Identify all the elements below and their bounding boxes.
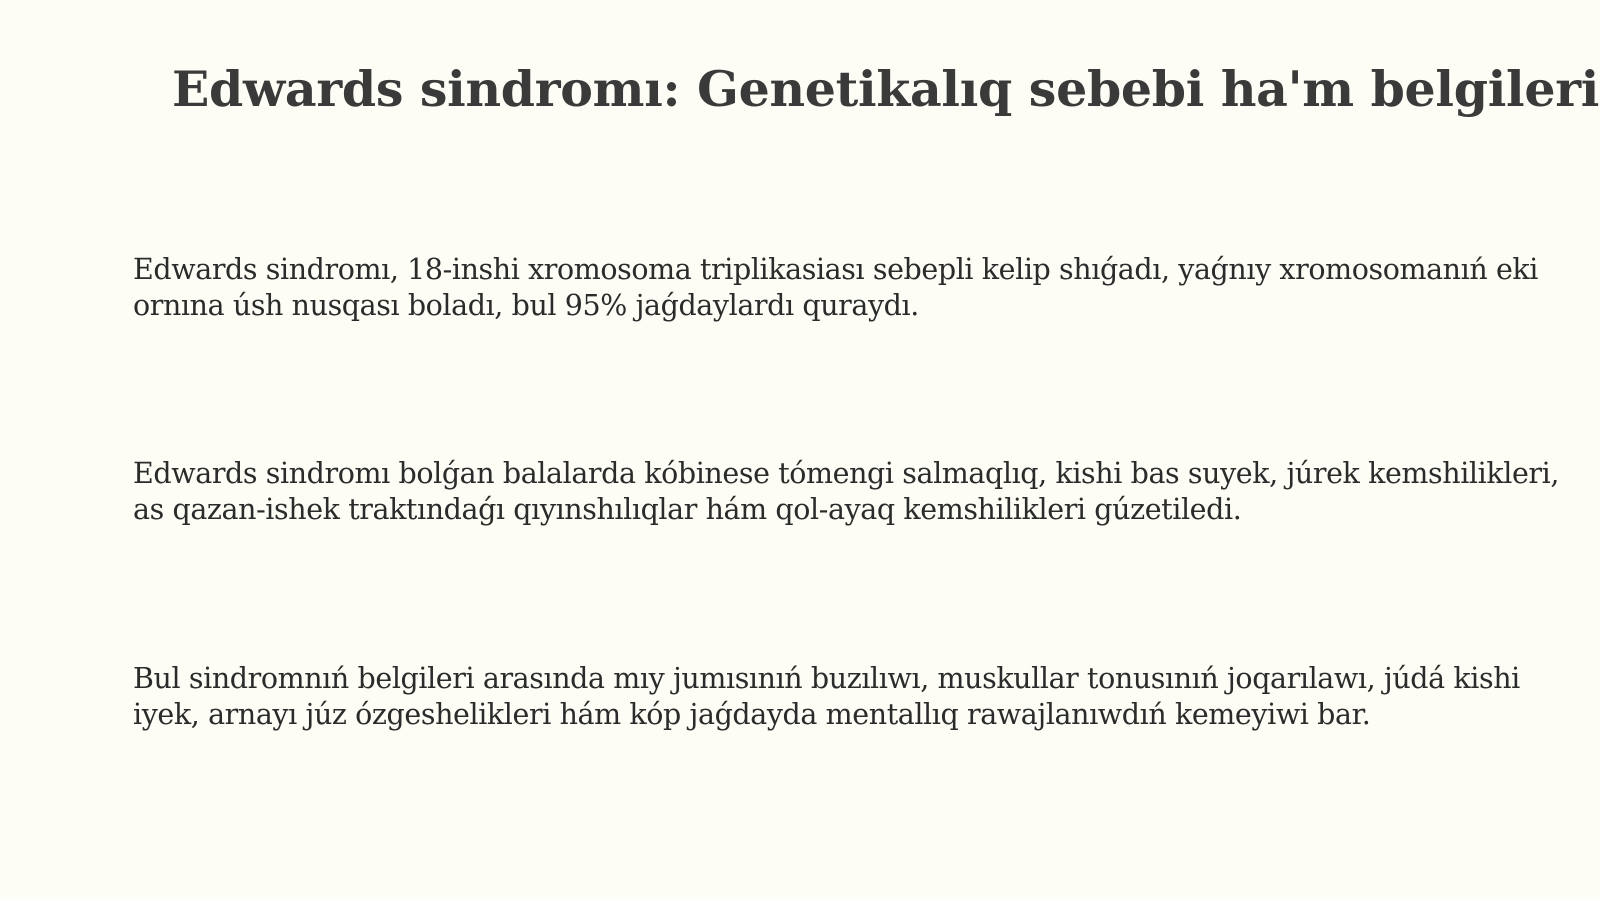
paragraph-genetic-cause: Edwards sindromı, 18-inshi xromosoma triplikasiası sebepli kelip shıǵadı, yaǵnıy xromosomanıń eki ornına úsh nusqası boladı, bul 95% jaǵdaylardı quraydı. — [133, 253, 1539, 322]
paragraph-physical-signs: Edwards sindromı bolǵan balalarda kóbinese tómengi salmaqlıq, kishi bas suyek, júrek kemshilikleri, as qazan-ishek traktındaǵı qıyınshılıqlar hám qol-ayaq kemshilikleri gúzetiledi. — [133, 457, 1560, 526]
slide-title: Edwards sindromı: Genetikalıq sebebi ha'm belgileri — [172, 60, 1600, 118]
paragraph-neurological-signs: Bul sindromnıń belgileri arasında mıy jumısınıń buzılıwı, muskullar tonusınıń joqarılawı, júdá kishi iyek, arnayı júz ózgeshelikleri hám kóp jaǵdayda mentallıq rawajlanıwdıń kemeyiwi bar. — [133, 662, 1520, 731]
